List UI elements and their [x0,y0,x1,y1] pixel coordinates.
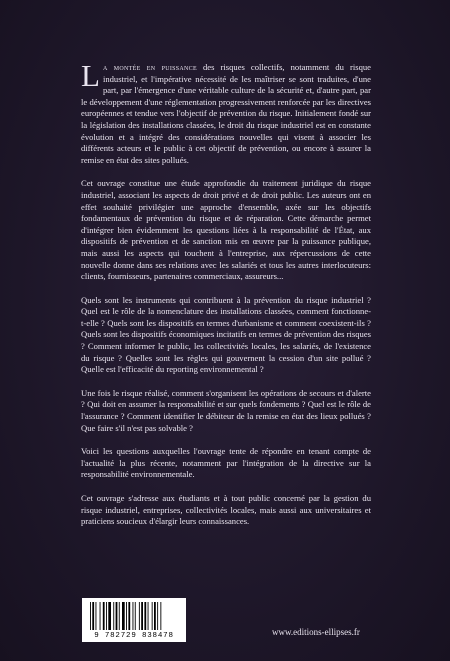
barcode-bar [119,602,120,630]
barcode-bar [160,602,161,630]
barcode-bar [108,602,111,630]
intro-lead: a montée en puissance [102,63,197,72]
barcode-bar [106,602,107,630]
barcode-bar [113,602,114,630]
barcode-bar [141,602,143,630]
barcode-bar [133,602,134,630]
questions-answered-paragraph: Voici les questions auxquelles l'ouvrage tente de répondre en tenant compte de l'actualité la plus récente, notamment par l'intégration de la directive sur la responsabilité environnementale. [81,446,371,480]
barcode-bar [100,602,101,630]
barcode [82,598,186,642]
audience-paragraph: Cet ouvrage s'adresse aux étudiants et à tout public concerné par la gestion du risque industriel, entreprises, collectivités locales, mais aussi aux universitaires et praticiens soucieux d'élargir leurs connaissances. [81,493,371,527]
barcode-bar [135,602,136,630]
intro-text: des risques collectifs, notamment du risque industriel, et l'impérative nécessité de les maîtriser se sont traduites, d'une part, par l'émergence d'une véritable culture de la sécurité et, d'autre part, par le développement d'une réglementation progressivement renforcée par les directives européennes et tendue vers l'objectif de prévention du risque. Initialement fondé sur la législation des installations classées, le droit du risque industriel est en constante évolution et a intégré des considérations nouvelles qui visent à associer les différents acteurs et le public à cet objectif de prévention, ou encore à assurer la remise en état des sites pollués. [81,62,371,165]
barcode-bar [92,602,94,630]
intro-paragraph [81,58,371,166]
risk-realized-paragraph: Une fois le risque réalisé, comment s'organisent les opérations de secours et d'alerte ? Qui doit en assumer la responsabilité et sur quels fondements ? Quel est le rôle de l'assurance ? Comment identifier le débiteur de la remise en état des lieux pollués ? Que faire s'il n'est pas solvable ? [81,387,371,433]
publisher-website: www.editions-ellipses.fr [272,627,360,637]
prevention-questions-paragraph: Quels sont les instruments qui contribuent à la prévention du risque industriel ? Quel est le rôle de la nomenclature des installations classées, comment fonctionne-t-elle ? Quels sont les dispositifs en termes d'urbanisme et comment coexistent-ils ? Quels sont les dispositifs économiques incitatifs en termes de prévention des risques ? Comment informer le public, les collectivités locales, les salariés, de l'existence du risque ? Quelles sont les règles qui gouvernent la cession d'un site pollué ? Quelle est l'efficacité du reporting environnemental ? [81,294,371,375]
barcode-bar [90,602,91,630]
back-cover-text [81,58,371,540]
barcode-bar [144,602,146,630]
drop-cap: L [81,58,100,93]
barcode-bar [126,602,127,630]
barcode-bars [90,602,178,630]
barcode-bar [122,602,125,630]
barcode-bar [128,602,130,630]
barcode-bar [103,602,105,630]
barcode-bar [152,602,153,630]
barcode-bar [157,602,158,630]
barcode-bar [116,602,118,630]
barcode-bar [154,602,156,630]
barcode-number: 9 782729 838478 [94,632,174,640]
barcode-bar [148,602,149,630]
study-paragraph: Cet ouvrage constitue une étude approfondie du traitement juridique du risque industriel, associant les aspects de droit privé et de droit public. Les auteurs ont en effet souhaité privilégier une approche d'ensemble, axée sur les objectifs fondamentaux de prévention du risque et de réparation. Cette démarche permet d'intégrer bien évidemment les questions liées à la responsabilité de l'État, aux dispositifs de prévention et de sanction mis en œuvre par la puissance publique, mais aussi les aspects qui touchent à l'entreprise, aux répercussions de cette nouvelle donne dans ses relations avec les salariés et tous les autres interlocuteurs: clients, fournisseurs, partenaires commerciaux, assureurs... [81,178,371,282]
barcode-bar [96,602,97,630]
barcode-bar [139,602,140,630]
